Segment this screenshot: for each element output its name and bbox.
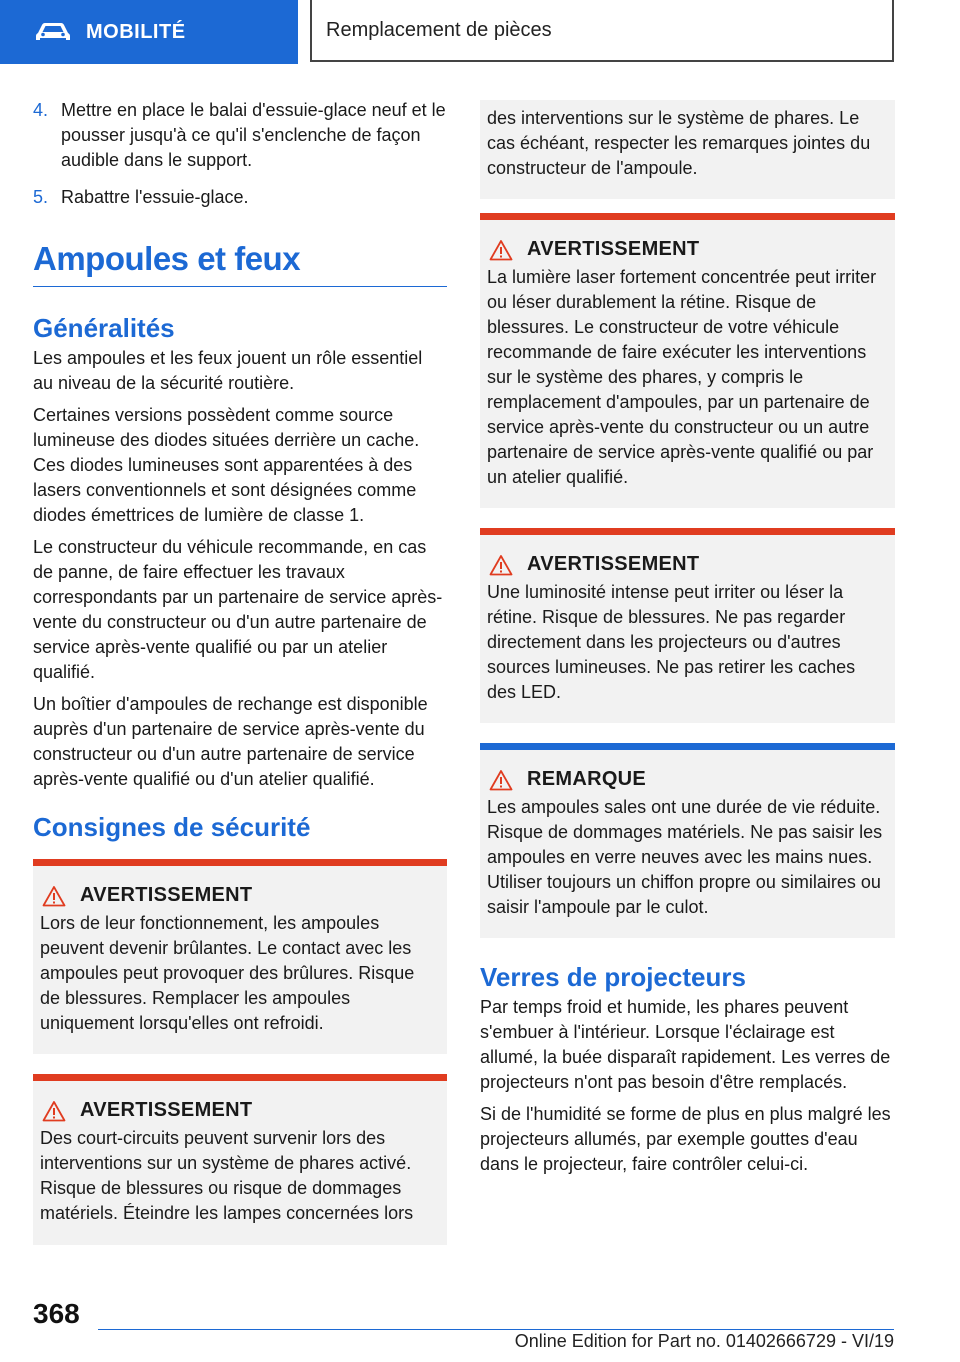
- footer-divider: [98, 1329, 894, 1330]
- note-header: [487, 768, 887, 791]
- warning-label: AVERTISSEMENT: [80, 884, 253, 906]
- section-heading-safety: Consignes de sécurité: [33, 812, 311, 842]
- warning-text: Lors de leur fonctionnement, les ampoules peuvent devenir brûlantes. Le contact avec les ampoules peut provoquer des brûlures. Risque de blessures. Remplacer les ampoules uniquement lorsqu'elles ont refroidi.: [40, 913, 415, 1033]
- warning-box-continued: [480, 100, 895, 199]
- warning-header: [487, 553, 887, 576]
- warning-triangle-icon: [489, 554, 513, 576]
- warning-triangle-icon: [42, 1100, 66, 1122]
- paragraph: Le constructeur du véhicule recommande, en cas de panne, de faire effectuer les travaux correspondants par un partenaire de service après-vente du constructeur ou d'un autre partenaire de service après-vente qualifié ou par un atelier qualifié.: [33, 537, 443, 682]
- warning-header: [40, 884, 439, 907]
- section-title: MOBILITÉ: [86, 20, 186, 43]
- warning-text: La lumière laser fortement concentrée peut irriter ou léser durablement la rétine. Risque de blessures. Le constructeur de votre véhicule recommande de faire exécuter les interventions sur le système des phares, y compris le remplacement d'ampoules, par un partenaire de service après-vente du constructeur ou un autre partenaire de service après-vente qualifié ou par un atelier qualifié.: [487, 267, 877, 487]
- footer-edition: Online Edition for Part no. 01402666729 - VI/19: [514, 1331, 894, 1351]
- warning-header: [487, 238, 887, 261]
- paragraph: Par temps froid et humide, les phares peuvent s'embuer à l'intérieur. Lorsque l'éclairage est allumé, la buée disparaît rapidement. Les verres de projecteurs n'ont pas besoin d'être remplacés.: [480, 997, 891, 1092]
- paragraph: Si de l'humidité se forme de plus en plus malgré les projecteurs allumés, par exemple gouttes d'eau dans le projecteur, faire contrôler celui-ci.: [480, 1104, 891, 1174]
- step-item: [33, 98, 447, 173]
- step-text: Rabattre l'essuie-glace.: [61, 187, 249, 207]
- section-heading-lenses: Verres de projecteurs: [480, 962, 746, 992]
- section-tab: [0, 0, 298, 64]
- warning-header: [40, 1099, 439, 1122]
- right-column: [480, 100, 895, 1184]
- warning-triangle-icon: [489, 239, 513, 261]
- warning-text: Une luminosité intense peut irriter ou léser la rétine. Risque de blessures. Ne pas regarder directement dans les projecteurs ou d'autres sources lumineuses. Ne pas retirer les caches des LED.: [487, 582, 856, 702]
- warning-triangle-icon: [42, 885, 66, 907]
- note-box: [480, 743, 895, 938]
- note-label: REMARQUE: [527, 768, 647, 790]
- paragraph: Les ampoules et les feux jouent un rôle essentiel au niveau de la sécurité routière.: [33, 348, 423, 393]
- step-number: 5.: [33, 187, 49, 207]
- car-icon: [34, 21, 72, 43]
- warning-box: [33, 859, 447, 1054]
- chapter-title: Remplacement de pièces: [326, 18, 552, 41]
- page-title: Ampoules et feux: [33, 240, 447, 287]
- paragraph: Certaines versions possèdent comme source lumineuse des diodes situées derrière un cache. Ces diodes lumineuses sont apparentées à des lasers conventionnels et sont désignées comme diodes émettrices de lumière de classe 1.: [33, 405, 420, 525]
- step-item: [33, 185, 447, 210]
- page-number: 368: [33, 1298, 80, 1329]
- warning-box: [480, 528, 895, 723]
- warning-label: AVERTISSEMENT: [80, 1099, 253, 1121]
- warning-label: AVERTISSEMENT: [527, 553, 700, 575]
- left-column: [33, 98, 447, 1245]
- chapter-tab: [310, 0, 894, 62]
- paragraph: Un boîtier d'ampoules de rechange est disponible auprès d'un partenaire de service après-vente du constructeur ou d'un autre partenaire de service après-vente qualifié ou d'un atelier qualifié.: [33, 694, 428, 789]
- note-text: Les ampoules sales ont une durée de vie réduite. Risque de dommages matériels. Ne pas saisir les ampoules en verre neuves avec les mains nues. Utiliser toujours un chiffon propre ou similaires ou saisir l'ampoule par le culot.: [487, 797, 883, 917]
- warning-box: [33, 1074, 447, 1245]
- warning-triangle-icon: [489, 769, 513, 791]
- warning-text: des interventions sur le système de phares. Le cas échéant, respecter les remarques jointes du constructeur de l'ampoule.: [487, 108, 871, 178]
- step-text: Mettre en place le balai d'essuie-glace neuf et le pousser jusqu'à ce qu'il s'enclenche de façon audible dans le support.: [61, 100, 446, 170]
- warning-box: [480, 213, 895, 508]
- warning-text: Des court-circuits peuvent survenir lors des interventions sur un système de phares activé. Risque de blessures ou risque de dommages matériels. Éteindre les lampes concernées lors: [40, 1128, 414, 1223]
- warning-label: AVERTISSEMENT: [527, 238, 700, 260]
- section-heading-general: Généralités: [33, 313, 175, 343]
- step-number: 4.: [33, 100, 49, 120]
